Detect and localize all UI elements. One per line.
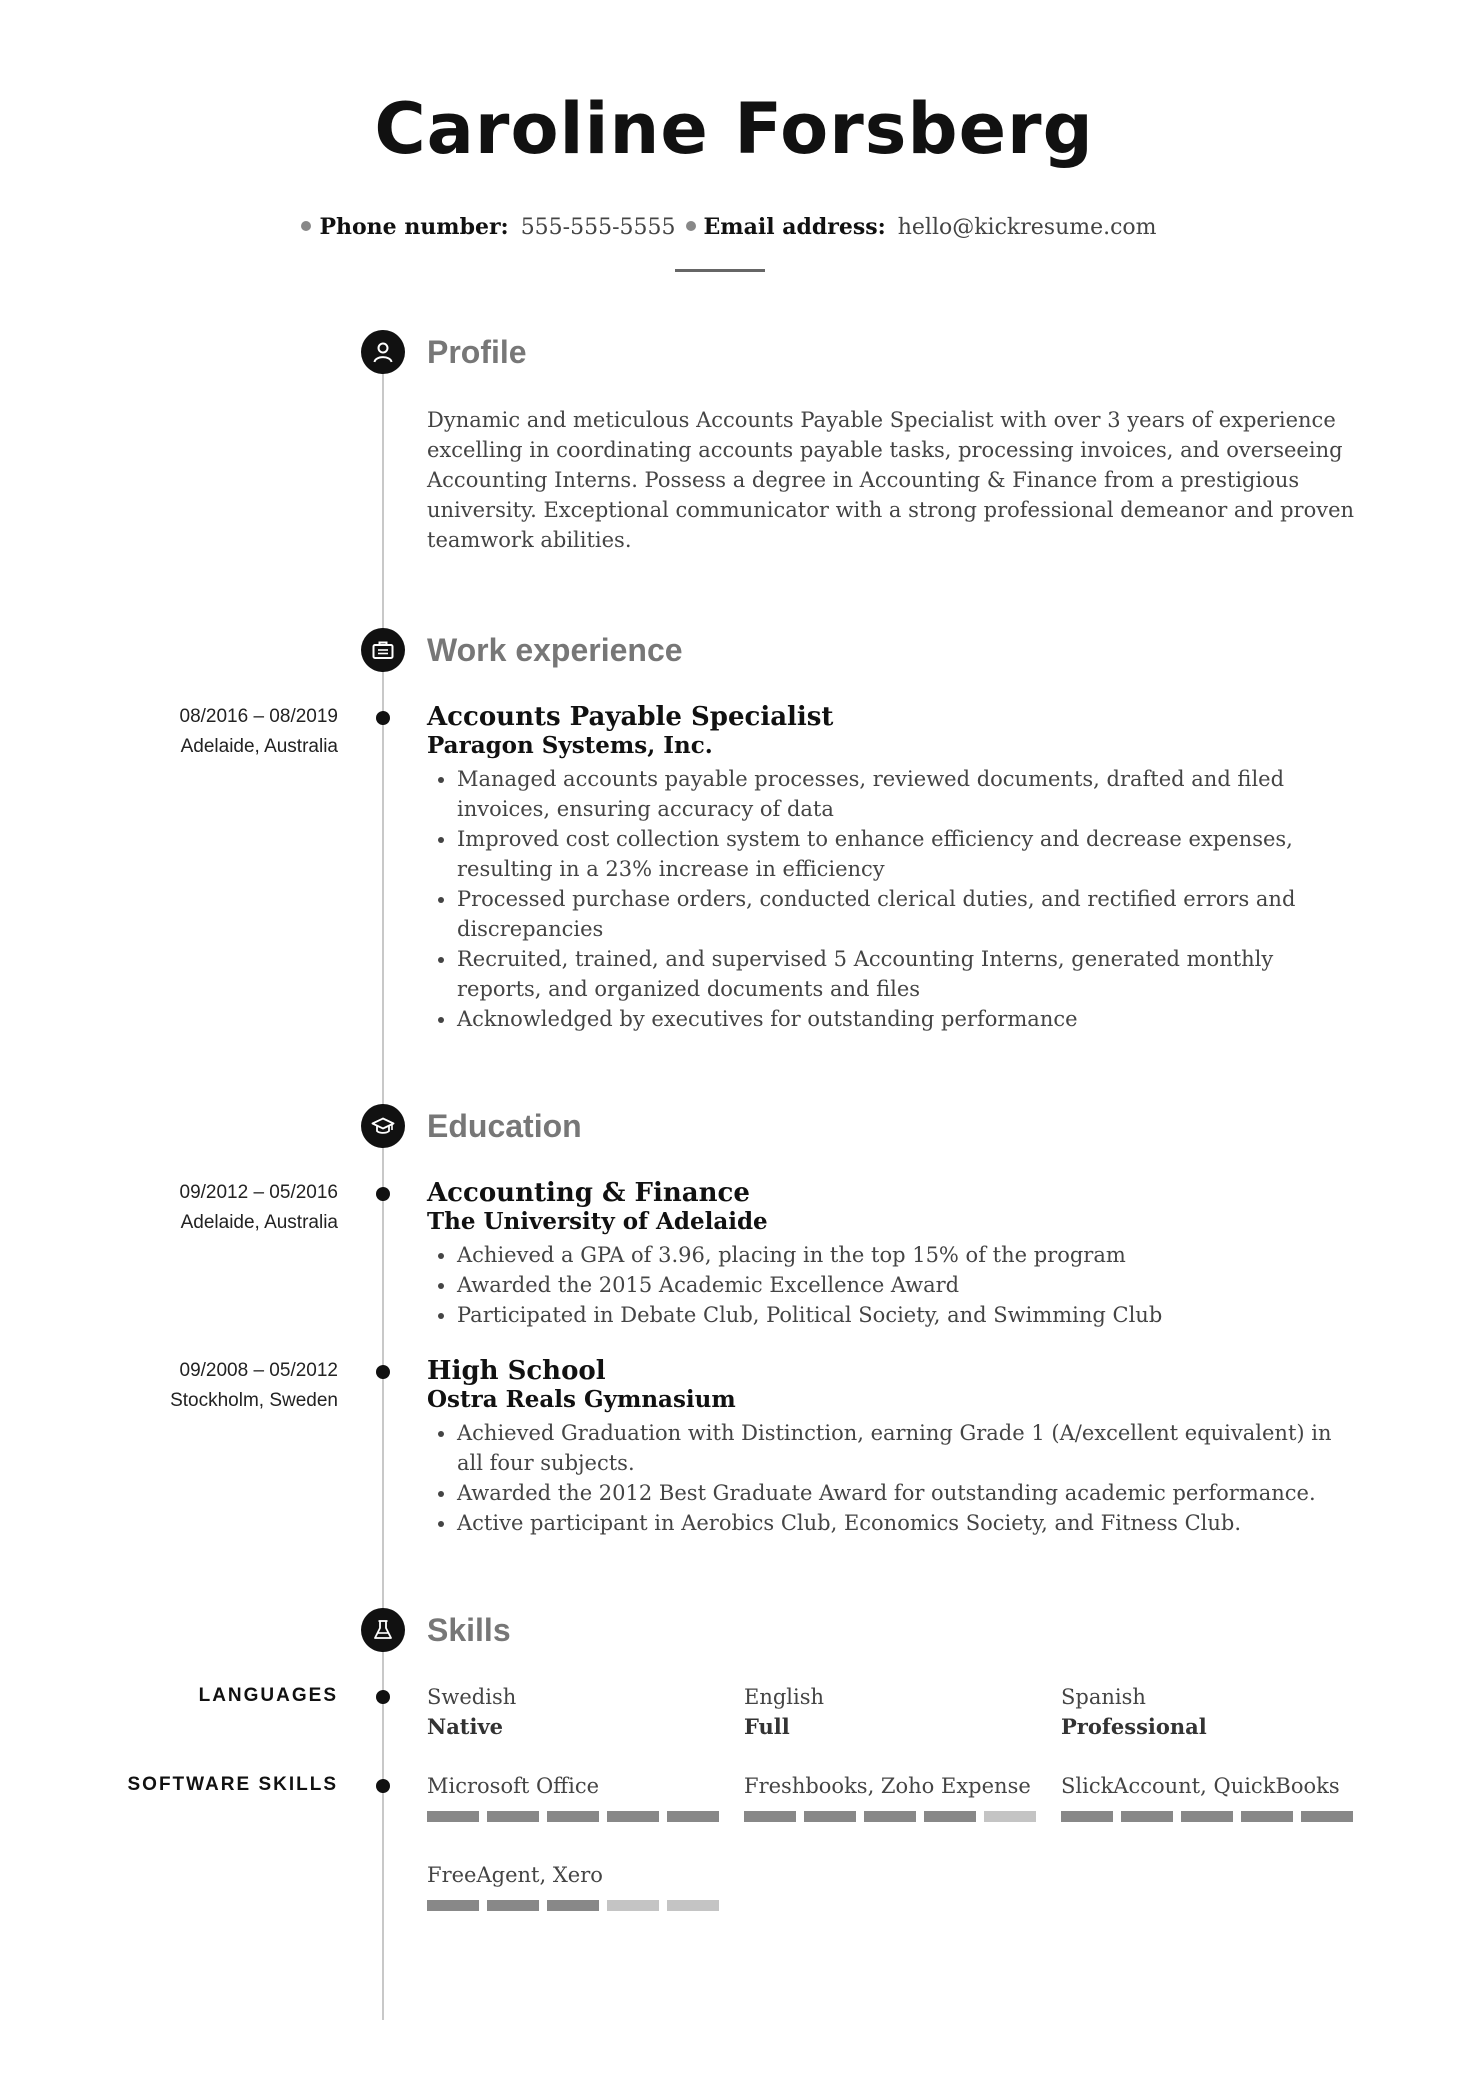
rating-segment-filled — [864, 1811, 916, 1822]
section-title-education: Education — [427, 1108, 582, 1144]
skill-rating-bar — [427, 1900, 727, 1911]
education-entry — [427, 1356, 1357, 1538]
rating-segment-filled — [427, 1900, 479, 1911]
job-entry — [427, 702, 1357, 1034]
rating-segment-filled — [487, 1811, 539, 1822]
bullet-dot — [686, 221, 696, 231]
rating-segment-empty — [984, 1811, 1036, 1822]
rating-segment-filled — [1301, 1811, 1353, 1822]
candidate-name: Caroline Forsberg — [374, 88, 1094, 170]
skill-rating-bar — [427, 1811, 727, 1822]
rating-segment-filled — [547, 1900, 599, 1911]
rating-segment-filled — [804, 1811, 856, 1822]
languages-label: LANGUAGES — [198, 1685, 338, 1706]
rating-segment-filled — [607, 1811, 659, 1822]
section-title-profile: Profile — [427, 334, 527, 370]
list-item: • Active participant in Aerobics Club, Economics Society, and Fitness Club. — [457, 1508, 1357, 1538]
rating-segment-filled — [547, 1811, 599, 1822]
degree-title: Accounting & Finance — [427, 1178, 750, 1208]
software-name: Microsoft Office — [427, 1774, 600, 1798]
education-dates: 09/2008 – 05/2012 — [179, 1360, 338, 1381]
language-level: Native — [427, 1714, 504, 1739]
rating-segment-filled — [1061, 1811, 1113, 1822]
education-bullets — [427, 1240, 1357, 1330]
software-item — [744, 1771, 1044, 1822]
software-name: Freshbooks, Zoho Expense — [744, 1774, 1031, 1798]
rating-segment-filled — [427, 1811, 479, 1822]
list-item: • Acknowledged by executives for outstanding performance — [457, 1004, 1357, 1034]
school-name: Ostra Reals Gymnasium — [427, 1386, 736, 1413]
timeline-line — [382, 340, 384, 2020]
education-meta — [60, 1178, 338, 1238]
briefcase-icon — [361, 628, 405, 672]
phone-value: 555-555-5555 — [520, 215, 676, 240]
education-location: Stockholm, Sweden — [170, 1390, 338, 1411]
language-name: Spanish — [1061, 1685, 1146, 1709]
language-item — [1061, 1682, 1361, 1742]
timeline-node — [376, 1690, 390, 1704]
timeline-node — [376, 1365, 390, 1379]
language-item — [744, 1682, 1044, 1742]
rating-segment-filled — [667, 1811, 719, 1822]
language-name: Swedish — [427, 1685, 517, 1709]
language-item — [427, 1682, 727, 1742]
list-item: • Improved cost collection system to enhance efficiency and decrease expenses, resulting in a 23% increase in efficiency — [457, 824, 1357, 884]
job-meta — [60, 702, 338, 762]
list-item: • Recruited, trained, and supervised 5 Accounting Interns, generated monthly reports, and organized documents and files — [457, 944, 1357, 1004]
rating-segment-filled — [924, 1811, 976, 1822]
profile-text: Dynamic and meticulous Accounts Payable Specialist with over 3 years of experience excelling in coordinating accounts payable tasks, processing invoices, and overseeing Accounting Interns. Possess a degree in Accounting & Finance from a prestigious university. Exceptional communicator with a strong professional demeanor and proven teamwork abilities. — [427, 408, 1355, 552]
language-level: Full — [744, 1714, 790, 1739]
list-item: • Awarded the 2015 Academic Excellence Award — [457, 1270, 1357, 1300]
list-item: • Achieved a GPA of 3.96, placing in the top 15% of the program — [457, 1240, 1357, 1270]
rating-segment-empty — [607, 1900, 659, 1911]
header-divider — [675, 269, 765, 272]
email-value[interactable]: hello@kickresume.com — [897, 215, 1157, 240]
graduation-cap-icon — [361, 1104, 405, 1148]
timeline-node — [376, 1187, 390, 1201]
job-title: Accounts Payable Specialist — [427, 702, 834, 732]
school-name: The University of Adelaide — [427, 1208, 768, 1235]
rating-segment-filled — [744, 1811, 796, 1822]
education-bullets — [427, 1418, 1357, 1538]
skill-rating-bar — [744, 1811, 1044, 1822]
rating-segment-filled — [487, 1900, 539, 1911]
rating-segment-filled — [1181, 1811, 1233, 1822]
rating-segment-filled — [1241, 1811, 1293, 1822]
rating-segment-filled — [1121, 1811, 1173, 1822]
list-item: • Participated in Debate Club, Political Society, and Swimming Club — [457, 1300, 1357, 1330]
education-meta — [60, 1356, 338, 1416]
bullet-dot — [301, 221, 311, 231]
software-item — [427, 1860, 727, 1911]
timeline-node — [376, 1779, 390, 1793]
software-item — [1061, 1771, 1361, 1822]
job-dates: 08/2016 – 08/2019 — [179, 706, 338, 727]
phone-label: Phone number: — [319, 214, 509, 240]
education-entry — [427, 1178, 1357, 1330]
rating-segment-empty — [667, 1900, 719, 1911]
flask-icon — [361, 1608, 405, 1652]
person-icon — [361, 330, 405, 374]
software-name: FreeAgent, Xero — [427, 1863, 603, 1887]
list-item: • Achieved Graduation with Distinction, earning Grade 1 (A/excellent equivalent) in all four subjects. — [457, 1418, 1357, 1478]
section-title-skills: Skills — [427, 1612, 511, 1648]
job-bullets — [427, 764, 1357, 1034]
skill-rating-bar — [1061, 1811, 1361, 1822]
software-name: SlickAccount, QuickBooks — [1061, 1774, 1340, 1798]
language-level: Professional — [1061, 1714, 1207, 1739]
list-item: • Managed accounts payable processes, reviewed documents, drafted and filed invoices, ensuring accuracy of data — [457, 764, 1357, 824]
section-title-work: Work experience — [427, 632, 683, 668]
software-skills-label: SOFTWARE SKILLS — [127, 1774, 338, 1795]
email-label: Email address: — [703, 214, 886, 240]
education-location: Adelaide, Australia — [180, 1212, 338, 1233]
language-name: English — [744, 1685, 825, 1709]
degree-title: High School — [427, 1356, 606, 1386]
list-item: • Awarded the 2012 Best Graduate Award for outstanding academic performance. — [457, 1478, 1357, 1508]
contact-line — [0, 214, 1468, 240]
job-company: Paragon Systems, Inc. — [427, 732, 713, 759]
list-item: • Processed purchase orders, conducted clerical duties, and rectified errors and discrepancies — [457, 884, 1357, 944]
education-dates: 09/2012 – 05/2016 — [179, 1182, 338, 1203]
timeline-node — [376, 711, 390, 725]
job-location: Adelaide, Australia — [180, 736, 338, 757]
software-item — [427, 1771, 727, 1822]
